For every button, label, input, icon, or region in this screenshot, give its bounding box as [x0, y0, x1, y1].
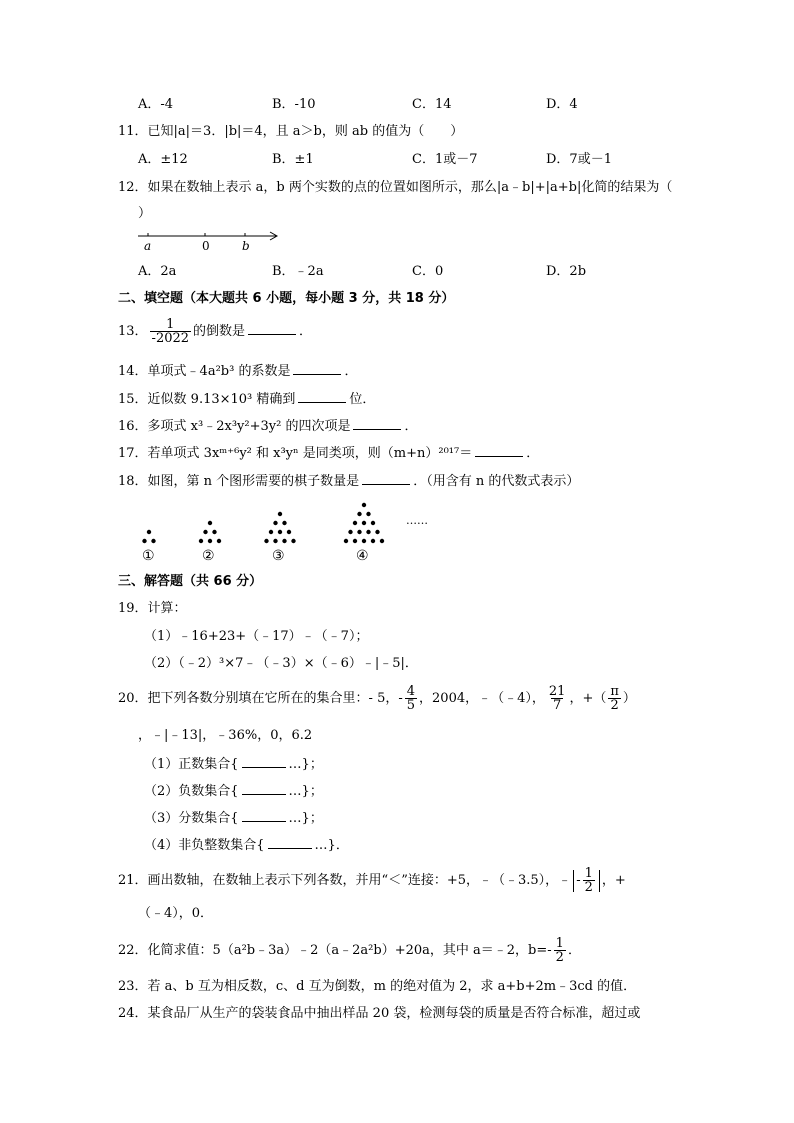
- q19-title: 19．计算：: [118, 601, 187, 616]
- q18-end: ．（用含有 n 的代数式表示）: [413, 474, 580, 489]
- q21-text: 21．画出数轴，在数轴上表示下列各数，并用“＜”连接：+5，﹣（﹣3.5），﹣: [118, 873, 572, 888]
- dot-fig3: [282, 539, 286, 543]
- q11-text: 11．已知|a|＝3．|b|＝4，且 a＞b，则 ab 的值为（ ）: [118, 124, 464, 139]
- q21-f-numerator: 1: [584, 866, 593, 881]
- dot-fig3: [282, 521, 286, 525]
- q18-text: 18．如图，第 n 个图形需要的棋子数量是: [118, 474, 360, 489]
- figure-label-4: ④: [356, 548, 369, 564]
- dot-fig3: [287, 530, 291, 534]
- dot-fig3: [269, 530, 273, 534]
- q21-line-1: [118, 864, 626, 898]
- q20-f3-numerator: π: [610, 684, 619, 699]
- q19-item-1: （1）﹣16+23+（﹣17）﹣（﹣7）；: [144, 629, 369, 644]
- q17: [118, 444, 539, 462]
- q20-f2-denominator: 7: [553, 698, 562, 713]
- q12-option-c: C．0: [412, 264, 444, 279]
- q17-end: ．: [526, 446, 540, 461]
- dot-fig4: [380, 539, 384, 543]
- dot-fig4: [344, 539, 348, 543]
- q22: [118, 934, 581, 968]
- q20-set-2-blank[interactable]: [242, 782, 286, 795]
- q20-fraction-3: [608, 685, 621, 712]
- q20-fraction-1: [405, 685, 417, 712]
- q20-f1-numerator: 4: [406, 684, 416, 699]
- q13-end: ．: [299, 324, 313, 339]
- q13-denominator: -2022: [151, 331, 190, 346]
- q20-set-2-label: （2）负数集合{: [144, 784, 239, 799]
- q20-set-4-label: （4）非负整数集合{: [144, 838, 265, 853]
- q22-f-sign: -: [547, 943, 552, 958]
- q22-end: ．: [567, 943, 581, 958]
- q21-abs-left: [573, 870, 574, 892]
- q12-text: 12．如果在数轴上表示 a，b 两个实数的点的位置如图所示，那么|a﹣b|+|a+b|化简的结果为（: [118, 180, 673, 195]
- q20-set-1-label: （1）正数集合{: [144, 757, 239, 772]
- dot-fig2: [208, 539, 212, 543]
- dot-fig4: [371, 521, 375, 525]
- figure-label-3: ③: [272, 548, 285, 564]
- axis-label-a: a: [144, 239, 152, 253]
- q20-fraction-2: [547, 685, 568, 712]
- q13: [118, 317, 312, 347]
- q13-answer-blank[interactable]: [248, 322, 296, 335]
- dot-fig3: [264, 539, 268, 543]
- q16-text: 16．多项式 x³﹣2x³y²+3y² 的四次项是: [118, 419, 351, 434]
- dot-fig4: [353, 539, 357, 543]
- q21-fraction: [583, 867, 595, 894]
- q12-text-close: ）: [138, 206, 152, 221]
- q20-set-3: [144, 809, 323, 827]
- dot-fig4: [362, 539, 366, 543]
- q14-end: ．: [344, 364, 358, 379]
- section-2-heading: 二、填空题（本大题共 6 小题，每小题 3 分，共 18 分）: [118, 291, 455, 306]
- dot-fig4: [375, 530, 379, 534]
- q15-text: 15．近似数 9.13×10³ 精确到: [118, 392, 296, 407]
- q10-option-c: C．14: [412, 97, 452, 112]
- q23-text: 23．若 a、b 互为相反数，c、d 互为倒数，m 的绝对值为 2，求 a+b+2m﹣3cd 的值．: [118, 979, 637, 994]
- dot-fig4: [353, 521, 357, 525]
- dot-fig1: [147, 530, 151, 534]
- q13-suffix: 的倒数是: [193, 324, 246, 339]
- q16-answer-blank[interactable]: [353, 417, 401, 430]
- q10-option-b: B．-10: [272, 97, 316, 112]
- q20-mid2: ，+（: [569, 691, 607, 706]
- dot-fig4: [371, 539, 375, 543]
- dot-fig3: [273, 521, 277, 525]
- q22-text: 22．化简求值：5（a²b﹣3a）﹣2（a﹣2a²b）+20a，其中 a＝﹣2，b=: [118, 943, 548, 958]
- dot-fig3: [278, 512, 282, 516]
- q20-set-4: [144, 836, 349, 854]
- q20-line-1: [118, 682, 636, 716]
- axis-label-b: b: [242, 239, 250, 253]
- q15: [118, 390, 375, 408]
- dot-fig2: [208, 521, 212, 525]
- q18-answer-blank[interactable]: [362, 472, 410, 485]
- q14-text: 14．单项式﹣4a²b³ 的系数是: [118, 364, 291, 379]
- q20-set-2-end: …}；: [288, 784, 323, 799]
- q19-item-2: （2）（﹣2）³×7﹣（﹣3）×（﹣6）﹣|﹣5|．: [144, 656, 418, 671]
- q20-f3-denominator: 2: [610, 698, 619, 713]
- q13-fraction: [150, 318, 191, 345]
- q11-option-d: D．7或－1: [546, 152, 612, 167]
- q21-line-2: （﹣4），0．: [138, 906, 214, 921]
- dot-fig4: [362, 503, 366, 507]
- dot-fig2: [199, 539, 203, 543]
- q20-set-2: [144, 782, 323, 800]
- figure-label-2: ②: [202, 548, 215, 564]
- q17-text: 17．若单项式 3xᵐ⁺⁶y² 和 x³yⁿ 是同类项，则（m+n）²⁰¹⁷＝: [118, 446, 473, 461]
- q22-f-denominator: 2: [555, 950, 564, 965]
- q20-close: ）: [622, 691, 636, 706]
- q11-option-b: B．±1: [272, 152, 314, 167]
- q20-mid: ，2004，﹣（﹣4），: [419, 691, 545, 706]
- q15-answer-blank[interactable]: [298, 390, 346, 403]
- dot-fig4: [357, 530, 361, 534]
- dot-fig4: [348, 530, 352, 534]
- q22-fraction: [554, 937, 566, 964]
- figure-label-1: ①: [142, 548, 155, 564]
- q18: [118, 472, 579, 490]
- axis-label-0: 0: [202, 239, 210, 253]
- q20-set-1-end: …}；: [288, 757, 323, 772]
- q20-f1-sign: -: [398, 691, 403, 706]
- dot-fig1: [142, 539, 146, 543]
- q20-set-3-end: …}；: [288, 811, 323, 826]
- q21-after: ，+: [601, 873, 626, 888]
- q10-option-d: D．4: [546, 97, 578, 112]
- dot-fig4: [366, 530, 370, 534]
- q11-option-a: A．±12: [138, 152, 188, 167]
- q16: [118, 417, 417, 435]
- dot-fig3: [278, 530, 282, 534]
- q12-option-d: D．2b: [546, 264, 587, 279]
- q14: [118, 362, 357, 380]
- dot-fig2: [203, 530, 207, 534]
- q20-f1-denominator: 5: [406, 698, 416, 713]
- q20-set-4-blank[interactable]: [268, 836, 312, 849]
- dot-fig4: [366, 512, 370, 516]
- q20-set-3-blank[interactable]: [242, 809, 286, 822]
- q20-set-1-blank[interactable]: [242, 755, 286, 768]
- q13-numerator: 1: [166, 317, 175, 332]
- dot-fig4: [357, 512, 361, 516]
- q20-set-1: [144, 755, 323, 773]
- q17-answer-blank[interactable]: [475, 444, 523, 457]
- q15-end: 位．: [349, 392, 376, 407]
- q11-option-c: C．1或－7: [412, 152, 478, 167]
- q20-line-2: ，﹣|﹣13|，﹣36%，0，6.2: [138, 728, 313, 743]
- q13-prefix: 13．: [118, 324, 148, 339]
- dot-fig1: [151, 539, 155, 543]
- q22-f-numerator: 1: [555, 936, 564, 951]
- q20-f2-numerator: 21: [548, 684, 566, 699]
- dot-fig3: [273, 539, 277, 543]
- dot-fig2: [217, 539, 221, 543]
- q20-set-4-end: …}．: [314, 838, 349, 853]
- dot-fig4: [362, 521, 366, 525]
- section-3-heading: 三、解答题（共 66 分）: [118, 574, 263, 589]
- q16-end: ．: [404, 419, 418, 434]
- q24-text: 24．某食品厂从生产的袋装食品中抽出样品 20 袋，检测每袋的质量是否符合标准，超过或: [118, 1006, 641, 1021]
- q10-option-a: A．-4: [138, 97, 174, 112]
- dot-fig2: [212, 530, 216, 534]
- q12-option-a: A．2a: [138, 264, 177, 279]
- q12-option-b: B．﹣2a: [272, 264, 324, 279]
- q20-set-3-label: （3）分数集合{: [144, 811, 239, 826]
- q20-prefix: 20．把下列各数分别填在它所在的集合里：- 5，: [118, 691, 399, 706]
- q21-f-denominator: 2: [584, 880, 593, 895]
- figure-ellipsis: ……: [406, 514, 428, 527]
- dot-fig3: [291, 539, 295, 543]
- q21-abs-right: [599, 870, 600, 892]
- q21-f-sign: -: [576, 873, 581, 888]
- q14-answer-blank[interactable]: [293, 362, 341, 375]
- q18-dot-figure: [130, 495, 440, 550]
